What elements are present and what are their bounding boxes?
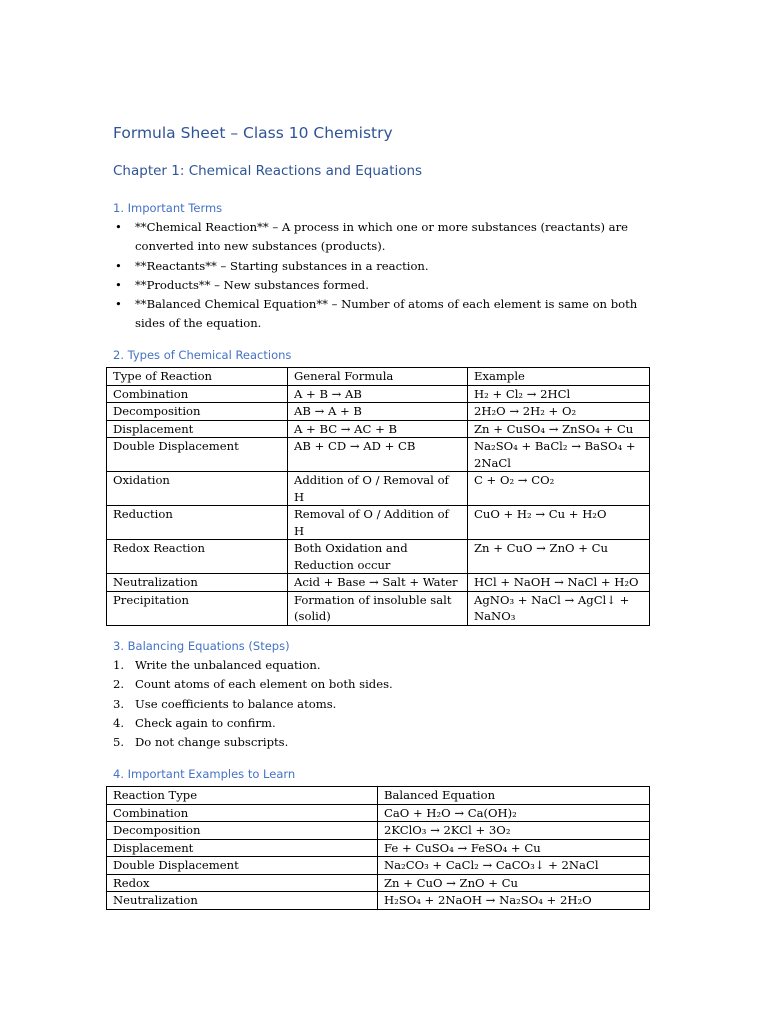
table-cell: Double Displacement: [107, 857, 378, 875]
examples-table: [106, 786, 650, 910]
table-row: [107, 822, 650, 840]
table-row: [107, 403, 650, 421]
step-text: Do not change subscripts.: [135, 735, 289, 750]
table-cell: Reduction: [107, 506, 288, 540]
table-row: [107, 591, 650, 625]
list-item: [113, 714, 658, 733]
table-cell: Combination: [107, 385, 288, 403]
table-row: [107, 420, 650, 438]
header-cell: Example: [468, 368, 650, 386]
table-cell: Double Displacement: [107, 438, 288, 472]
table-cell: Zn + CuSO₄ → ZnSO₄ + Cu: [468, 420, 650, 438]
list-item: [113, 257, 658, 276]
section-heading-examples: 4. Important Examples to Learn: [113, 767, 296, 781]
bullet-icon: •: [115, 220, 122, 234]
term-text: **Balanced Chemical Equation** – Number of atoms of each element is same on both sides of the equation.: [135, 297, 638, 331]
table-cell: Neutralization: [107, 574, 288, 592]
table-cell: AgNO₃ + NaCl → AgCl↓ + NaNO₃: [468, 591, 650, 625]
table-cell: 2H₂O → 2H₂ + O₂: [468, 403, 650, 421]
table-row: [107, 438, 650, 472]
table-cell: Removal of O / Addition of H: [288, 506, 468, 540]
table-cell: Addition of O / Removal of H: [288, 472, 468, 506]
table-cell: H₂ + Cl₂ → 2HCl: [468, 385, 650, 403]
table-row: [107, 506, 650, 540]
step-text: Count atoms of each element on both sides.: [135, 677, 393, 692]
table-cell: Neutralization: [107, 892, 378, 910]
step-number: 5.: [113, 735, 125, 750]
table-row: [107, 857, 650, 875]
table-cell: Na₂CO₃ + CaCl₂ → CaCO₃↓ + 2NaCl: [378, 857, 650, 875]
table-row: [107, 892, 650, 910]
step-number: 3.: [113, 696, 125, 711]
step-number: 1.: [113, 658, 125, 672]
table-header-row: [107, 787, 650, 805]
list-item: [113, 675, 658, 694]
page-title: Formula Sheet – Class 10 Chemistry: [113, 124, 393, 142]
table-row: [107, 472, 650, 506]
term-text: **Reactants** – Starting substances in a reaction.: [135, 258, 429, 273]
table-cell: Redox: [107, 874, 378, 892]
list-item: [113, 295, 658, 334]
table-cell: Both Oxidation and Reduction occur: [288, 540, 468, 574]
list-item: [113, 218, 658, 257]
table-cell: Zn + CuO → ZnO + Cu: [468, 540, 650, 574]
header-cell: General Formula: [288, 368, 468, 386]
step-text: Check again to confirm.: [135, 715, 276, 730]
table-header-row: [107, 368, 650, 386]
table-row: [107, 574, 650, 592]
balancing-steps-list: [113, 656, 658, 752]
step-text: Write the unbalanced equation.: [135, 658, 321, 672]
table-row: [107, 874, 650, 892]
term-text: **Chemical Reaction** – A process in which one or more substances (reactants) are converted into new substances (products).: [135, 220, 628, 254]
table-cell: A + B → AB: [288, 385, 468, 403]
header-cell: Reaction Type: [107, 787, 378, 805]
table-cell: CaO + H₂O → Ca(OH)₂: [378, 804, 650, 822]
list-item: [113, 656, 658, 675]
table-cell: Na₂SO₄ + BaCl₂ → BaSO₄ + 2NaCl: [468, 438, 650, 472]
table-cell: Oxidation: [107, 472, 288, 506]
table-row: [107, 540, 650, 574]
table-cell: Fe + CuSO₄ → FeSO₄ + Cu: [378, 839, 650, 857]
terms-list: [113, 218, 658, 334]
table-row: [107, 385, 650, 403]
header-cell: Type of Reaction: [107, 368, 288, 386]
table-row: [107, 804, 650, 822]
table-cell: Formation of insoluble salt (solid): [288, 591, 468, 625]
bullet-icon: •: [115, 258, 122, 273]
table-cell: Acid + Base → Salt + Water: [288, 574, 468, 592]
chapter-heading: Chapter 1: Chemical Reactions and Equations: [113, 163, 423, 179]
list-item: [113, 276, 658, 295]
header-cell: Balanced Equation: [378, 787, 650, 805]
table-cell: AB → A + B: [288, 403, 468, 421]
step-text: Use coefficients to balance atoms.: [135, 696, 337, 711]
step-number: 4.: [113, 715, 125, 730]
bullet-icon: •: [115, 297, 122, 312]
table-cell: Decomposition: [107, 403, 288, 421]
table-cell: C + O₂ → CO₂: [468, 472, 650, 506]
section-heading-terms: 1. Important Terms: [113, 201, 223, 215]
table-cell: Redox Reaction: [107, 540, 288, 574]
bullet-icon: •: [115, 277, 122, 292]
table-cell: Precipitation: [107, 591, 288, 625]
step-number: 2.: [113, 677, 125, 692]
table-cell: AB + CD → AD + CB: [288, 438, 468, 472]
list-item: [113, 695, 658, 714]
table-cell: Decomposition: [107, 822, 378, 840]
table-cell: A + BC → AC + B: [288, 420, 468, 438]
table-cell: Zn + CuO → ZnO + Cu: [378, 874, 650, 892]
list-item: [113, 733, 658, 752]
table-row: [107, 839, 650, 857]
table-cell: CuO + H₂ → Cu + H₂O: [468, 506, 650, 540]
table-cell: 2KClO₃ → 2KCl + 3O₂: [378, 822, 650, 840]
table-cell: Displacement: [107, 420, 288, 438]
table-cell: Displacement: [107, 839, 378, 857]
table-cell: H₂SO₄ + 2NaOH → Na₂SO₄ + 2H₂O: [378, 892, 650, 910]
term-text: **Products** – New substances formed.: [135, 277, 369, 292]
section-heading-balancing: 3. Balancing Equations (Steps): [113, 639, 290, 653]
reaction-types-table: [106, 367, 650, 626]
section-heading-types: 2. Types of Chemical Reactions: [113, 348, 292, 362]
table-cell: Combination: [107, 804, 378, 822]
table-cell: HCl + NaOH → NaCl + H₂O: [468, 574, 650, 592]
